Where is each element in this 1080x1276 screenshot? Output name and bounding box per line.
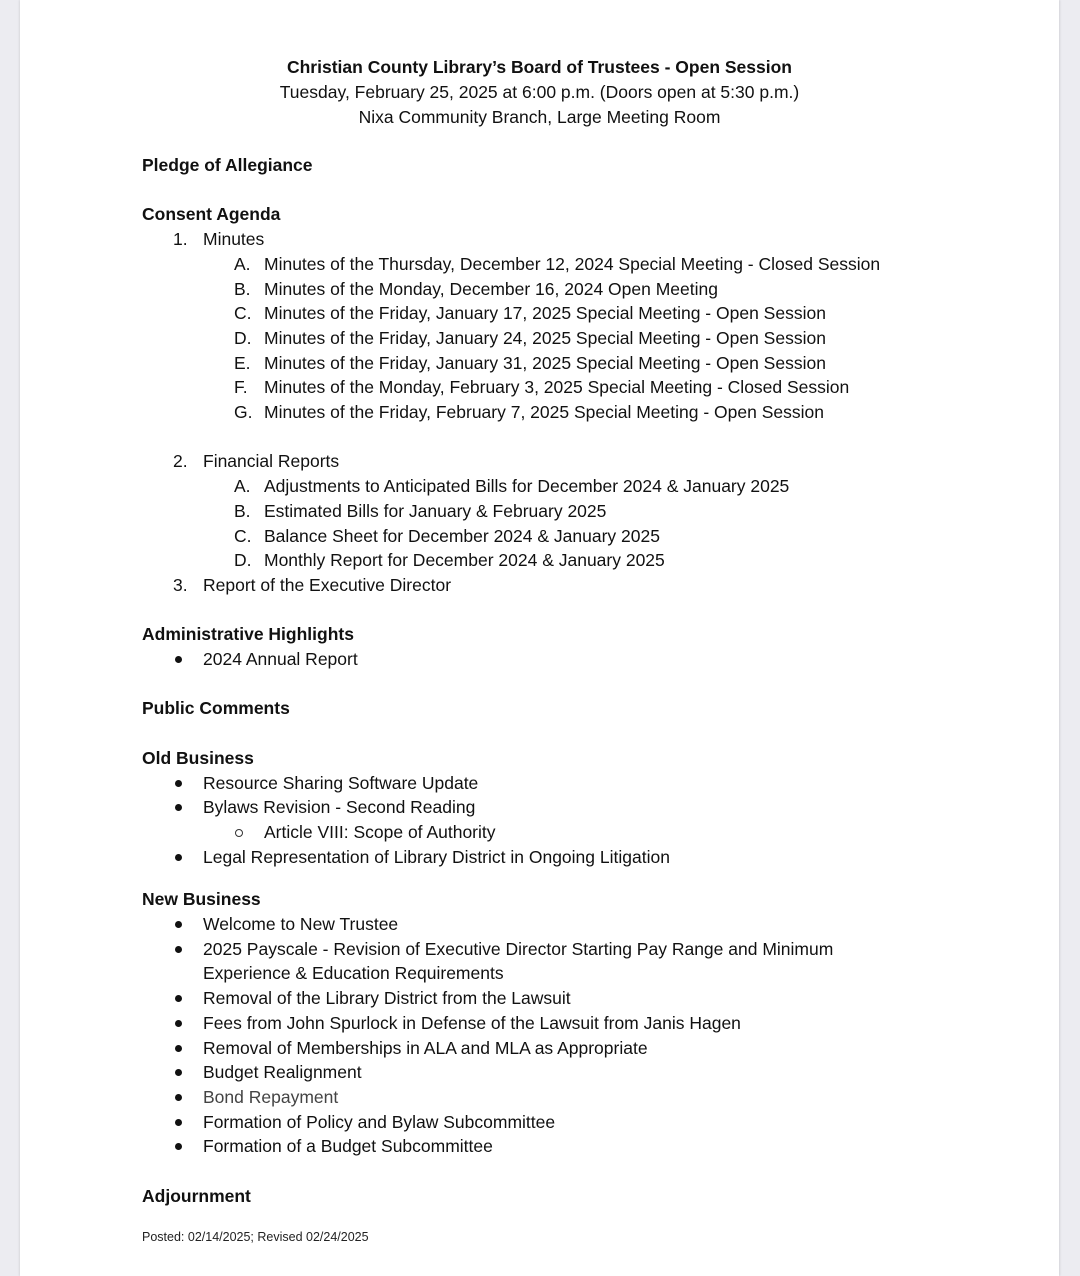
list-item: Welcome to New Trustee (142, 912, 1022, 937)
list-letter: A. (234, 476, 251, 497)
list-item: Legal Representation of Library District in Ongoing Litigation (142, 845, 1022, 870)
bullet-icon (175, 1069, 182, 1076)
bullet-icon (175, 854, 182, 861)
list-letter: D. (234, 327, 252, 348)
agenda-body (142, 153, 1022, 1208)
list-letter: A. (234, 253, 251, 274)
list-item: Formation of a Budget Subcommittee (142, 1134, 1022, 1159)
section-heading-administrative-highlights: Administrative Highlights (142, 624, 354, 645)
list-item: E. Minutes of the Friday, January 31, 2025 Special Meeting - Open Session (142, 351, 1022, 376)
section-heading-adjournment: Adjournment (142, 1185, 251, 1206)
posted-date: Posted: 02/14/2025; Revised 02/24/2025 (142, 1230, 369, 1244)
list-letter: C. (234, 303, 252, 324)
bullet-icon (175, 656, 182, 663)
bullet-icon (175, 780, 182, 787)
agenda-title: Christian County Library’s Board of Trustees - Open Session (286, 57, 792, 77)
list-number: 3. (173, 574, 188, 595)
list-item: Resource Sharing Software Update (142, 771, 1022, 796)
list-item: Formation of Policy and Bylaw Subcommittee (142, 1110, 1022, 1135)
list-item: B. Minutes of the Monday, December 16, 2024 Open Meeting (142, 277, 1022, 302)
section-heading-public-comments: Public Comments (142, 698, 290, 719)
list-item: D. Monthly Report for December 2024 & January 2025 (142, 548, 1022, 573)
list-item: B. Estimated Bills for January & February 2025 (142, 499, 1022, 524)
list-number: 1. (173, 229, 188, 250)
bullet-icon (175, 946, 182, 953)
bullet-icon (175, 1094, 182, 1101)
list-item: Fees from John Spurlock in Defense of the Lawsuit from Janis Hagen (142, 1011, 1022, 1036)
meeting-location: Nixa Community Branch, Large Meeting Room (358, 106, 721, 127)
list-number: 2. (173, 451, 188, 472)
agenda-header (20, 55, 1059, 129)
bullet-icon (175, 995, 182, 1002)
bullet-icon (175, 921, 182, 928)
list-letter: C. (234, 525, 252, 546)
list-item-minutes: 1. Minutes (142, 227, 1022, 252)
document-page (20, 0, 1059, 1276)
list-item-executive-director-report: 3. Report of the Executive Director (142, 573, 1022, 598)
meeting-datetime: Tuesday, February 25, 2025 at 6:00 p.m. (Doors open at 5:30 p.m.) (279, 81, 800, 102)
bullet-icon (175, 1119, 182, 1126)
list-item: A. Minutes of the Thursday, December 12, 2024 Special Meeting - Closed Session (142, 252, 1022, 277)
hollow-bullet-icon (235, 829, 243, 837)
bullet-icon (175, 1020, 182, 1027)
list-item: G. Minutes of the Friday, February 7, 2025 Special Meeting - Open Session (142, 400, 1022, 425)
list-item: F. Minutes of the Monday, February 3, 2025 Special Meeting - Closed Session (142, 375, 1022, 400)
bullet-icon (175, 1143, 182, 1150)
bullet-icon (175, 1045, 182, 1052)
list-letter: G. (234, 402, 253, 423)
list-item: Removal of Memberships in ALA and MLA as Appropriate (142, 1036, 1022, 1061)
section-heading-pledge: Pledge of Allegiance (142, 155, 313, 175)
list-letter: D. (234, 550, 252, 571)
section-heading-new-business: New Business (142, 889, 261, 910)
list-item: A. Adjustments to Anticipated Bills for December 2024 & January 2025 (142, 474, 1022, 499)
list-item: Bond Repayment (142, 1085, 1022, 1110)
list-item: C. Minutes of the Friday, January 17, 2025 Special Meeting - Open Session (142, 301, 1022, 326)
bullet-icon (175, 804, 182, 811)
list-letter: F. (234, 377, 248, 398)
list-letter: B. (234, 278, 251, 299)
list-letter: E. (234, 352, 251, 373)
list-item: 2025 Payscale - Revision of Executive Director Starting Pay Range and Minimum Experience & Education Requirements (142, 937, 903, 986)
list-item: Bylaws Revision - Second Reading (142, 795, 1022, 820)
list-subitem: Article VIII: Scope of Authority (142, 820, 1022, 845)
section-heading-old-business: Old Business (142, 747, 254, 768)
list-item: Removal of the Library District from the Lawsuit (142, 986, 1022, 1011)
list-item: C. Balance Sheet for December 2024 & January 2025 (142, 524, 1022, 549)
list-item-financial-reports: 2. Financial Reports (142, 449, 1022, 474)
list-letter: B. (234, 500, 251, 521)
list-item: Budget Realignment (142, 1060, 1022, 1085)
list-item: 2024 Annual Report (142, 647, 1022, 672)
list-item: D. Minutes of the Friday, January 24, 2025 Special Meeting - Open Session (142, 326, 1022, 351)
section-heading-consent-agenda: Consent Agenda (142, 204, 281, 225)
